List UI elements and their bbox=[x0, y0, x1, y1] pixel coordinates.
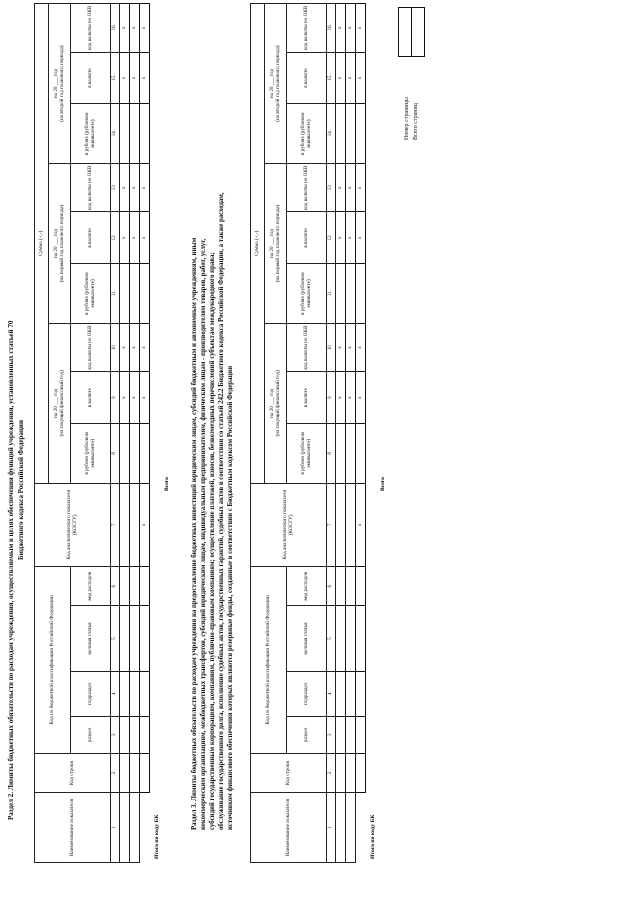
year2-label: на 20 ___ год bbox=[268, 228, 275, 258]
header-year3 bbox=[49, 4, 71, 164]
header-year1 bbox=[265, 323, 287, 483]
header-razdel: раздел bbox=[287, 716, 327, 753]
section2-table bbox=[34, 3, 150, 863]
year2-desc: (на первый год планового периода) bbox=[274, 204, 281, 283]
column-numbers-row: 1 2 3 4 5 6 7 8 9 10 11 12 13 14 15 16 bbox=[111, 4, 120, 863]
table-row: x x x x x x bbox=[130, 4, 140, 863]
page-number-label: Номер страницы bbox=[404, 97, 410, 140]
header-okv: код валюты по ОКВ bbox=[71, 323, 111, 371]
header-okv: код валюты по ОКВ bbox=[287, 4, 327, 53]
header-cur: в валюте bbox=[71, 52, 111, 104]
header-year2 bbox=[265, 164, 287, 324]
header-kosgu: Код аналитического показателя (КОСГУ) bbox=[35, 483, 111, 566]
header-okv: код валюты по ОКВ bbox=[71, 164, 111, 212]
header-okv: код валюты по ОКВ bbox=[71, 4, 111, 53]
section3-table bbox=[250, 3, 366, 863]
section2-title-line1: Раздел 2. Лимиты бюджетных обязательств по расходам учреждения, осуществляемым в целях обеспечения функций учреждения, установленных статьей 70 bbox=[7, 320, 15, 820]
section3-title-line5: источником финансового обеспечения которых являются резервные фонды, созданные в соответствии с Бюджетным кодексом Российской Федерации bbox=[227, 365, 234, 830]
table-row: x x x x x x bbox=[120, 4, 130, 863]
header-year1 bbox=[49, 323, 71, 483]
header-podrazdel: подраздел bbox=[287, 671, 327, 716]
year1-desc: (на текущий финансовый год) bbox=[58, 370, 65, 437]
header-bk: Код по бюджетной классификации Российской Федерации bbox=[35, 566, 71, 753]
header-year2 bbox=[49, 164, 71, 324]
header-name: Наименование показателя bbox=[251, 793, 327, 863]
header-rub: в рублях (рублевом эквиваленте) bbox=[287, 424, 327, 484]
column-numbers-row: 1 2 3 4 5 6 7 8 9 10 11 12 13 14 15 16 bbox=[327, 4, 336, 863]
year1-desc: (на текущий финансовый год) bbox=[274, 370, 281, 437]
header-rub: в рублях (рублевом эквиваленте) bbox=[287, 104, 327, 164]
year1-label: на 20 ___ год bbox=[52, 388, 59, 418]
header-cur: в валюте bbox=[287, 372, 327, 424]
header-vid: вид расходов bbox=[287, 566, 327, 605]
year1-label: на 20 ___ год bbox=[268, 388, 275, 418]
header-cur: в валюте bbox=[287, 212, 327, 264]
year3-label: на 20 ___ год bbox=[52, 69, 59, 99]
header-cur: в валюте bbox=[287, 52, 327, 104]
header-sum: Сумма (+,-) bbox=[251, 4, 265, 484]
header-bk: Код по бюджетной классификации Российской Федерации bbox=[251, 566, 287, 753]
header-sum: Сумма (+,-) bbox=[35, 4, 49, 484]
header-rub: в рублях (рублевом эквиваленте) bbox=[71, 104, 111, 164]
section3-title-line4: обслуживание государственного долга, исполнение судебных актов, государственных гарантий, судебных актов в соответствии со статьей 242.2 Бюджетного кодекса Российской Федерации, а также расходам, bbox=[218, 192, 225, 830]
header-cur: в валюте bbox=[71, 372, 111, 424]
section3-vsego-label: Всего bbox=[380, 477, 386, 491]
pages-total-label: Всего страниц bbox=[413, 103, 419, 140]
header-target: целевая статья bbox=[71, 606, 111, 671]
section3-title-line2: некоммерческим организациям, межбюджетных трансфертов, субсидий юридическим лицам, индивидуальным предпринимателям, физическим лицам - производителям товаров, работ, услуг, bbox=[200, 238, 207, 830]
table-row-total-bk: x x x x x x x bbox=[356, 4, 366, 863]
header-code: Код строки bbox=[251, 753, 327, 792]
header-rub: в рублях (рублевом эквиваленте) bbox=[71, 424, 111, 484]
header-okv: код валюты по ОКВ bbox=[287, 164, 327, 212]
header-code: Код строки bbox=[35, 753, 111, 792]
header-year3 bbox=[265, 4, 287, 164]
header-cur: в валюте bbox=[71, 212, 111, 264]
header-name: Наименование показателя bbox=[35, 793, 111, 863]
year3-label: на 20 ___ год bbox=[268, 69, 275, 99]
header-okv: код валюты по ОКВ bbox=[287, 323, 327, 371]
header-rub: в рублях (рублевом эквиваленте) bbox=[287, 264, 327, 324]
table-row: x x x x x x bbox=[346, 4, 356, 863]
year3-desc: (на второй год планового периода) bbox=[274, 45, 281, 122]
table-row-total-bk: x x x x x x x bbox=[140, 4, 150, 863]
section2-title-line2: Бюджетного кодекса Российской Федерации bbox=[17, 419, 25, 560]
section3-title-line3: субсидий государственным корпорациям, компаниям, публично-правовым компаниям; осуществление платежей, взносов, безвозмездных перечислений субъектам международного права; bbox=[209, 252, 216, 830]
header-vid: вид расходов bbox=[71, 566, 111, 605]
header-razdel: раздел bbox=[71, 716, 111, 753]
section2-vsego-label: Всего bbox=[164, 477, 170, 491]
table-row: x x x x x x bbox=[336, 4, 346, 863]
year3-desc: (на второй год планового периода) bbox=[58, 45, 65, 122]
section3-title-line1: Раздел 3. Лимиты бюджетных обязательств по расходам учреждения на предоставление бюджетных инвестиций юридическим лицам, субсидий бюджетным и автономным учреждениям, иным bbox=[191, 237, 198, 830]
header-kosgu: Код аналитического показателя (КОСГУ) bbox=[251, 483, 327, 566]
section3-itogo-label: Итого по коду БК bbox=[370, 814, 376, 859]
year2-desc: (на первый год планового периода) bbox=[58, 204, 65, 283]
year2-label: на 20 ___ год bbox=[52, 228, 59, 258]
pages-total-box bbox=[411, 7, 425, 57]
header-rub: в рублях (рублевом эквиваленте) bbox=[71, 264, 111, 324]
page-number-box bbox=[398, 7, 412, 57]
section2-itogo-label: Итого по коду БК bbox=[154, 814, 160, 859]
header-podrazdel: подраздел bbox=[71, 671, 111, 716]
header-target: целевая статья bbox=[287, 606, 327, 671]
